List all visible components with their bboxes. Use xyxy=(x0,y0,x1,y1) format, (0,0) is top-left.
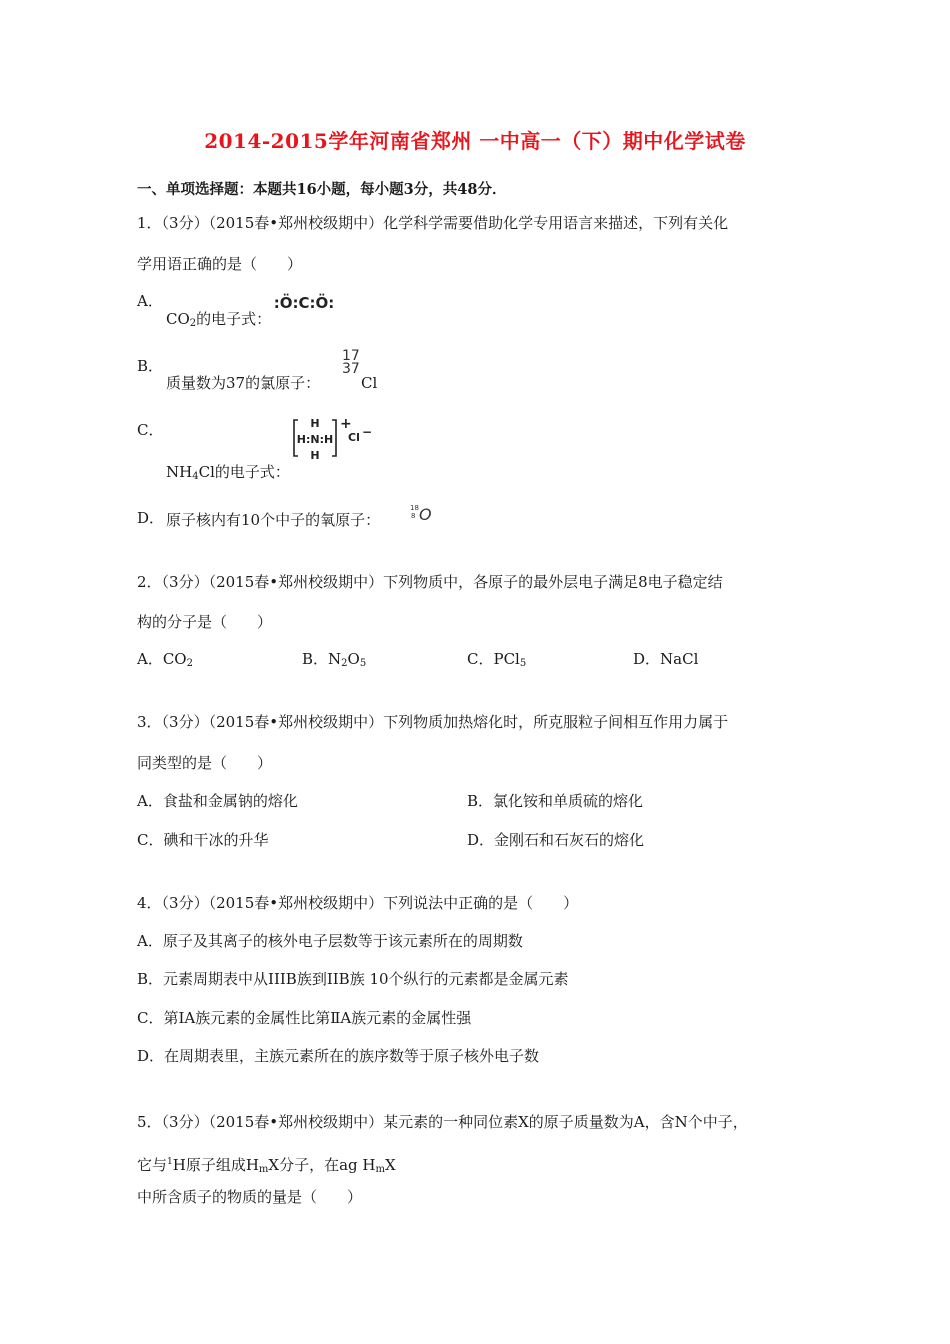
q1-option-b-text: 质量数为37的氯原子： xyxy=(166,374,321,392)
q4-option-b: B．元素周期表中从IIIB族到IIB族 10个纵行的元素都是金属元素 xyxy=(137,970,569,988)
chloride-charge: − xyxy=(362,425,373,439)
q5-line2-c: X分子，在ag H xyxy=(268,1156,376,1174)
q2-c-sub: 5 xyxy=(519,658,527,669)
nh4-charge: + xyxy=(340,416,352,432)
chlorine-bottom-number: 37 xyxy=(342,361,360,377)
chlorine-symbol: Cl xyxy=(361,374,378,392)
q5-line2-a: 它与 xyxy=(137,1156,168,1174)
q2-b-sub1: 2 xyxy=(341,658,348,669)
oxygen-atomic-number: 8 xyxy=(411,512,416,520)
nh4cl-electron-formula xyxy=(292,414,376,464)
q3-option-d: D．金刚石和石灰石的熔化 xyxy=(467,831,645,849)
q2-stem-line2: 构的分子是（ ） xyxy=(137,613,273,631)
q5-line2-sup: 1 xyxy=(167,1157,173,1167)
q1-option-d-text: 原子核内有10个中子的氧原子： xyxy=(166,511,381,529)
q2-b-text: B．N xyxy=(302,650,342,668)
q2-option-b xyxy=(302,649,366,674)
q1-a-co: CO xyxy=(166,310,190,328)
oxygen-mass-number: 18 xyxy=(410,504,419,512)
q4-stem: 4．（3分）（2015春•郑州校级期中）下列说法中正确的是（ ） xyxy=(137,894,579,912)
q1-c-post: Cl的电子式： xyxy=(198,463,290,481)
chloride-symbol: Cl xyxy=(348,431,360,444)
q1-stem-line2: 学用语正确的是（ ） xyxy=(137,255,303,273)
q1-option-c-label: C． xyxy=(137,421,164,439)
co2-electron-formula-graphic xyxy=(274,290,334,314)
q5-stem-line1: 5．（3分）（2015春•郑州校级期中）某元素的一种同位素X的原子质量数为A，含N个中子， xyxy=(137,1113,748,1131)
q2-stem-line1: 2．（3分）（2015春•郑州校级期中）下列物质中，各原子的最外层电子满足8电子稳定结 xyxy=(137,573,723,591)
nh4cl-electron-formula-graphic xyxy=(292,414,376,464)
q1-c-nh: NH xyxy=(166,463,193,481)
q4-option-d: D．在周期表里，主族元素所在的族序数等于原子核外电子数 xyxy=(137,1047,540,1065)
q1-a-sub: 2 xyxy=(189,318,197,329)
q2-option-c xyxy=(467,649,526,674)
q2-b-mid: O xyxy=(347,650,360,668)
q2-option-a xyxy=(137,649,193,674)
nh4-top-h: H xyxy=(310,417,320,430)
nh4-bottom-h: H xyxy=(310,449,320,462)
oxygen-isotope-notation xyxy=(410,505,419,520)
chlorine-top-number: 17 xyxy=(342,348,360,364)
q1-a-post: 的电子式： xyxy=(196,310,272,328)
q5-line2-b: H原子组成H xyxy=(172,1156,259,1174)
q5-stem-line3: 中所含质子的物质的量是（ ） xyxy=(137,1188,363,1206)
q1-option-b-label: B． xyxy=(137,357,164,375)
q2-a-text: A．CO xyxy=(137,650,187,668)
q5-line2-sub: m xyxy=(258,1164,269,1175)
co2-electron-formula xyxy=(274,290,334,314)
q1-c-sub: 4 xyxy=(192,471,199,482)
q5-line2-sub2: m xyxy=(375,1164,385,1175)
q1-stem-line1: 1．（3分）（2015春•郑州校级期中）化学科学需要借助化学专用语言来描述，下列有关化 xyxy=(137,214,729,232)
oxygen-symbol: O xyxy=(419,505,432,524)
nh4-middle-row: H:N:H xyxy=(296,433,334,446)
q3-stem-line1: 3．（3分）（2015春•郑州校级期中）下列物质加热熔化时，所克服粒子间相互作用力属于 xyxy=(137,713,729,731)
q3-option-a: A．食盐和金属钠的熔化 xyxy=(137,792,298,810)
section-heading: 一、单项选择题：本题共16小题，每小题3分，共48分． xyxy=(137,181,507,198)
co2-electron-formula-text: :Ö:C:Ö: xyxy=(274,294,334,312)
q2-c-text: C．PCl xyxy=(467,650,520,668)
q3-option-b: B．氯化铵和单质硫的熔化 xyxy=(467,792,644,810)
q2-b-sub2: 5 xyxy=(359,658,367,669)
q4-option-c: C．第ⅠA族元素的金属性比第ⅡA族元素的金属性强 xyxy=(137,1009,472,1027)
q1-option-c-text xyxy=(166,462,290,487)
q1-option-a-label: A． xyxy=(137,292,163,310)
q1-option-d-label: D． xyxy=(137,509,165,527)
q3-option-c: C．碘和干冰的升华 xyxy=(137,831,269,849)
q5-line2-d: X xyxy=(384,1156,396,1174)
q3-stem-line2: 同类型的是（ ） xyxy=(137,754,273,772)
q1-option-a-text xyxy=(166,309,271,334)
q4-option-a: A．原子及其离子的核外电子层数等于该元素所在的周期数 xyxy=(137,932,523,950)
q5-stem-line2 xyxy=(137,1152,396,1180)
q2-option-d: D．NaCl xyxy=(633,650,699,668)
chlorine-isotope-notation xyxy=(342,350,360,376)
page-title: 2014-2015学年河南省郑州 一中高一（下）期中化学试卷 xyxy=(204,129,746,153)
q2-a-sub: 2 xyxy=(186,658,193,669)
